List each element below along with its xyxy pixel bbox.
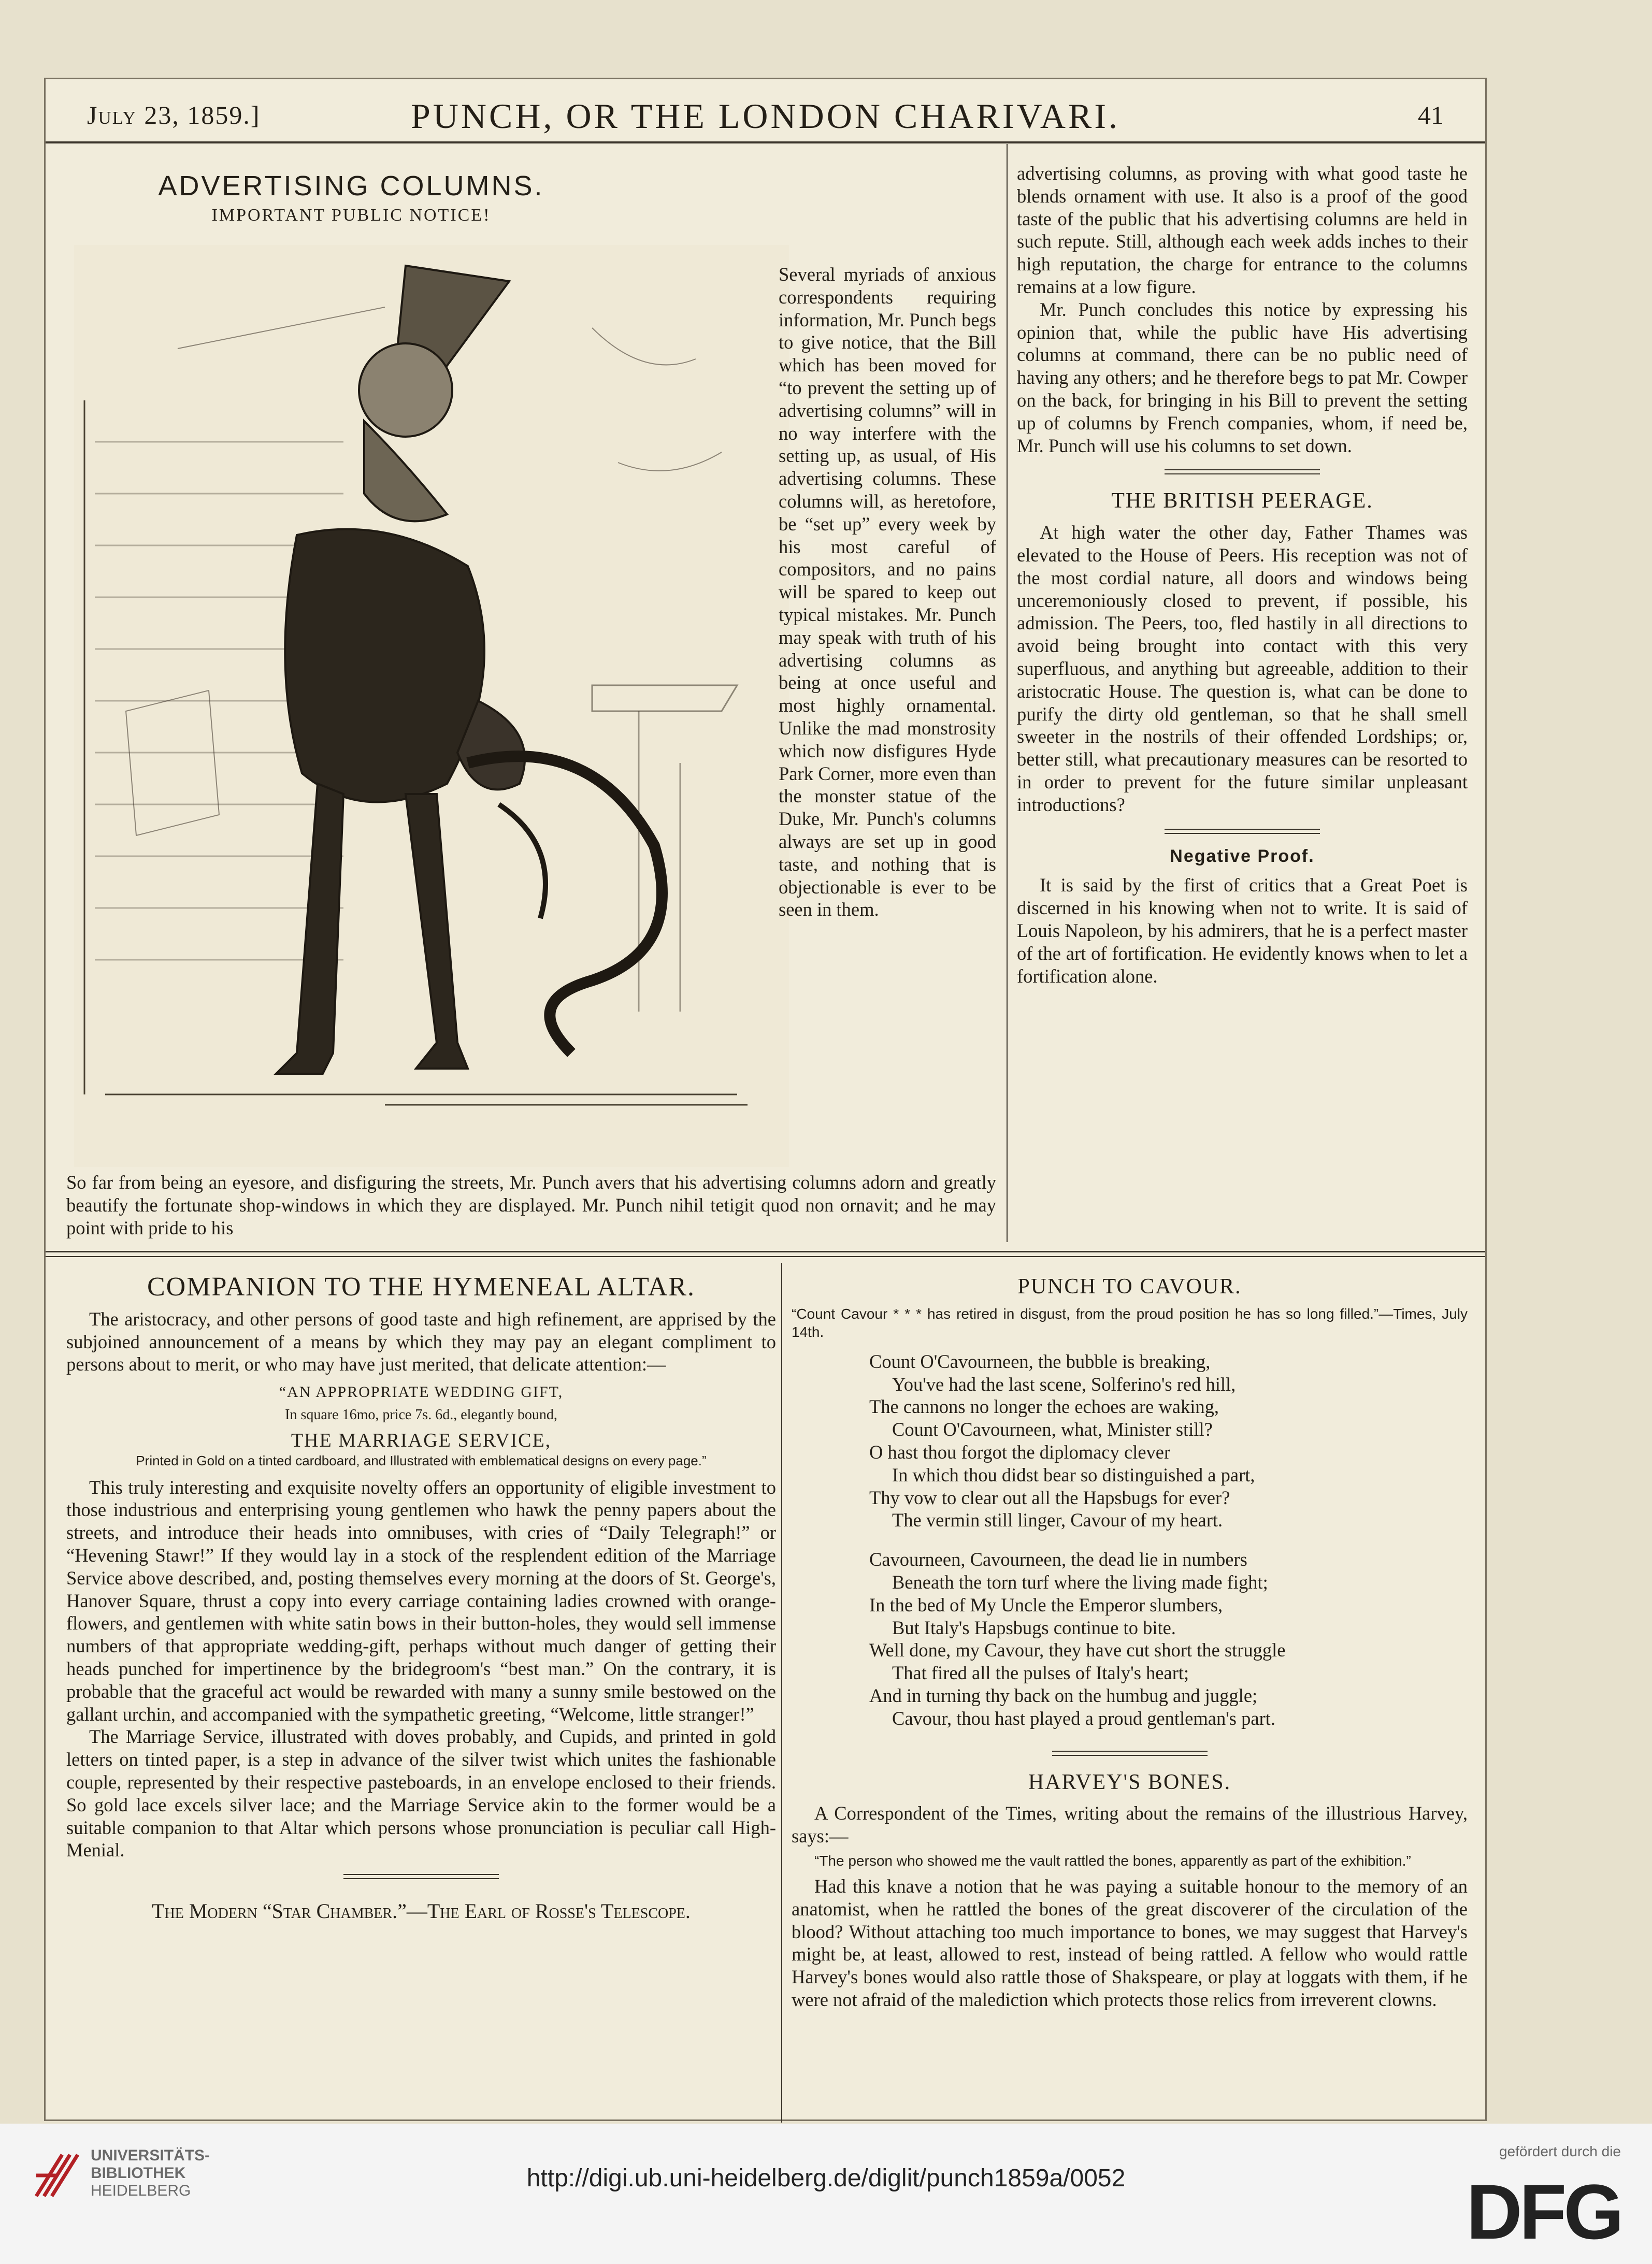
harvey-body: Had this knave a notion that he was paying a suitable honour to the memory of an anatomist, when he rattled the bones of the great discoverer of the circulation of the blood? Without attaching too much importance to bones, we may suggest that Harvey's might be, at least, allowed to rest, instead of being rattled. A fellow who would rattle Harvey's bones would also rattle those of Shakspeare, or play at loggats with them, if he were not afraid of the malediction which protects those relics from irreverent clowns. [792, 1875, 1468, 2010]
advertising-tail-paragraph: So far from being an eyesore, and disfiguring the streets, Mr. Punch avers that his advertising columns adorn and greatly beautify the fortunate shop-windows in which they are displayed. Mr. Punch nihil tetigit quod non ornavit; and he may point with pride to his [66, 1172, 996, 1238]
advertising-title-block [66, 170, 994, 227]
companion-intro: The aristocracy, and other persons of good taste and high refinement, are apprised by the subjoined announcement of a means by which they may pay an elegant compliment to persons about to merit, or who may have just merited, that delicate attention:— [66, 1308, 776, 1375]
star-chamber-joke: The Modern “Star Chamber.”—The Earl of Rosse's Telescope. [152, 1899, 691, 1923]
publication-title: PUNCH, OR THE LONDON CHARIVARI. [410, 96, 1120, 136]
negative-proof-title: Negative Proof. [1170, 846, 1315, 866]
companion-title: COMPANION TO THE HYMENEAL ALTAR. [147, 1272, 696, 1302]
cavour-epigraph: “Count Cavour * * * has retired in disgust, from the proud position he has so long filled.”—Times, July 14th. [792, 1305, 1468, 1340]
poem-line: Cavourneen, Cavourneen, the dead lie in numbers [869, 1549, 1247, 1570]
ornament-rule [1165, 473, 1320, 474]
newspaper-page [44, 78, 1487, 2121]
poem-line: In the bed of My Uncle the Emperor slumbers, [869, 1594, 1223, 1616]
poem-line: The vermin still linger, Cavour of my heart. [892, 1509, 1223, 1531]
advertising-closing: Mr. Punch concludes this notice by expressing his opinion that, while the public have His advertising columns at command, there can be no public need of having any others; and he therefore begs to pat Mr. Cowper on the back, for bringing in his Bill to prevent the setting up of columns by French companies, whom, if need be, Mr. Punch will use his columns to set down. [1017, 298, 1468, 456]
dfg-logo: DFG [1466, 2168, 1621, 2255]
ad-line-2: In square 16mo, price 7s. 6d., elegantly bound, [285, 1406, 557, 1423]
section-rule [46, 1256, 1485, 1257]
companion-paragraph-2: The Marriage Service, illustrated with doves probably, and Cupids, and printed in gold letters on tinted paper, is a step in advance of the silver twist which unites the fashionable couple, represented by their respective pasteboards, in an envelope enclosed to their friends. So gold lace excels silver lace; and the Marriage Service akin to the former would be a suitable companion to that Altar which persons whose pronunciation is peculiar call High-Menial. [66, 1726, 776, 1861]
library-footer [0, 2124, 1652, 2264]
advertising-body [779, 263, 996, 921]
poem-line: Thy vow to clear out all the Hapsbugs for ever? [869, 1487, 1230, 1508]
poem-line: Count O'Cavourneen, what, Minister still? [892, 1419, 1213, 1440]
poem-line: Well done, my Cavour, they have cut short the struggle [869, 1639, 1286, 1661]
library-name-line-3: HEIDELBERG [91, 2182, 191, 2199]
poem-line: Beneath the torn turf where the living made fight; [892, 1571, 1268, 1593]
companion-column [66, 1272, 776, 1923]
poem-line: But Italy's Hapsbugs continue to bite. [892, 1617, 1176, 1638]
column-rule-bottom [781, 1263, 782, 2123]
ornament-rule [1165, 833, 1320, 834]
harvey-title: HARVEY'S BONES. [1028, 1770, 1231, 1794]
advertising-subtitle: IMPORTANT PUBLIC NOTICE! [211, 205, 491, 225]
source-url-link[interactable]: http://digi.ub.uni-heidelberg.de/diglit/punch1859a/0052 [526, 2165, 1126, 2192]
ornament-rule [1052, 1751, 1208, 1752]
poem-line: O hast thou forgot the diplomacy clever [869, 1441, 1171, 1463]
funding-caption: gefördert durch die [1499, 2143, 1621, 2159]
peerage-body: At high water the other day, Father Thames was elevated to the House of Peers. His reception was not of the most cordial nature, all doors and windows being unceremoniously closed to prevent, if possible, his admission. The Peers, too, fled hastily in all directions to avoid being brought into contact with this very superfluous, and anything but agreeable, addition to their aristocratic House. The question is, what can be done to purify the dirty old gentleman, so that he shall smell sweeter in the nostrils of their offended Lordships; or, better still, what precautionary measures can be resorted to in order to prevent for the future similar unpleasant introductions? [1017, 522, 1468, 815]
ornament-rule [1052, 1755, 1208, 1756]
ad-line-4: Printed in Gold on a tinted cardboard, and Illustrated with emblematical designs on every page.” [136, 1452, 707, 1468]
ornament-rule [1165, 469, 1320, 470]
poem-line: And in turning thy back on the humbug and juggle; [869, 1684, 1258, 1706]
advertising-continued: advertising columns, as proving with what good taste he blends ornament with use. It also is a proof of the good taste of the public that his advertising columns are held in such repute. Still, although each week adds inches to their high reputation, the charge for entrance to the columns remains at a low figure. [1017, 163, 1468, 297]
cavour-column [792, 1276, 1468, 2011]
companion-paragraph-1: This truly interesting and exquisite novelty offers an opportunity of eligible investment to those industrious and enterprising young gentlemen who hawk the penny papers about the streets, and introduce their heads into omnibuses, with cries of “Daily Telegraph!” or “Hevening Stawr!” If they would lay in a stock of the resplendent edition of the Marriage Service above described, and, posting themselves every morning at the doors of St. George's, Hanover Square, thrust a copy into every carriage containing ladies crowned with orange-flowers, and gentlemen with white satin bows in their button-holes, they would sell immense numbers of that appropriate wedding-gift, perhaps without much danger of getting their heads punched for impertinence by the bridegroom's “best man.” On the contrary, it is probable that the graceful act would be rewarded with many a sunny smile bestowed on the gallant urchin, and accompanied with the sympathetic greeting, “Welcome, little stranger!” [66, 1476, 776, 1725]
cavour-poem [792, 1350, 1468, 1730]
advertising-paragraph: Several myriads of anxious correspondents requiring information, Mr. Punch begs to give notice, that the Bill which has been moved for “to prevent the setting up of advertising columns” will in no way interfere with the setting up, as usual, of His advertising columns. These columns will, as heretofore, be “set up” every week by his most careful of compositors, and no pains will be spared to keep out typical mistakes. Mr. Punch may speak with truth of his advertising columns as being at once useful and most highly ornamental. Unlike the mad monstrosity which now disfigures Hyde Park Corner, more even than the monster statue of the Duke, Mr. Punch's columns always are set up in good taste, and nothing that is objectionable is ever to be seen in them. [779, 264, 996, 920]
ornament-rule [343, 1874, 499, 1875]
harvey-intro: A Correspondent of the Times, writing about the remains of the illustrious Harvey, says:— [792, 1802, 1468, 1847]
cavour-title: PUNCH TO CAVOUR. [1017, 1275, 1242, 1299]
ornament-rule [1165, 829, 1320, 830]
page-number: 41 [1418, 100, 1444, 129]
section-rule [46, 1251, 1485, 1252]
peerage-title: THE BRITISH PEERAGE. [1111, 489, 1373, 513]
harvey-quote: “The person who showed me the vault rattled the bones, apparently as part of the exhibition.” [814, 1852, 1411, 1869]
poem-line: Cavour, thou hast played a proud gentleman's part. [892, 1707, 1275, 1729]
negative-proof-body: It is said by the first of critics that a Great Poet is discerned in his knowing when not to write. It is said of Louis Napoleon, by his admirers, that he is a perfect master of the art of fortification. He evidently knows when to let a fortification alone. [1017, 874, 1468, 987]
poem-line: In which thou didst bear so distinguished a part, [892, 1464, 1255, 1486]
page-header [46, 96, 1485, 157]
library-name-line-1: UNIVERSITÄTS- [91, 2147, 210, 2164]
poem-line: You've had the last scene, Solferino's red hill, [892, 1373, 1236, 1395]
poem-line: That fired all the pulses of Italy's heart; [892, 1662, 1189, 1684]
poem-line: Count O'Cavourneen, the bubble is breaking, [869, 1350, 1211, 1372]
header-rule [46, 141, 1485, 143]
library-name-line-2: BIBLIOTHEK [91, 2165, 186, 2182]
issue-date: July 23, 1859.] [87, 100, 261, 129]
ad-line-3: THE MARRIAGE SERVICE, [291, 1429, 552, 1451]
ornament-rule [343, 1878, 499, 1879]
column-rule-top [1007, 144, 1008, 1242]
advertising-body-tail [66, 1171, 996, 1239]
heron-column-illustration [74, 245, 789, 1167]
right-column-top [1017, 162, 1468, 987]
advertising-title: ADVERTISING COLUMNS. [158, 170, 544, 201]
ad-line-1: “AN APPROPRIATE WEDDING GIFT, [279, 1383, 564, 1401]
poem-line: The cannons no longer the echoes are waking, [869, 1396, 1219, 1418]
